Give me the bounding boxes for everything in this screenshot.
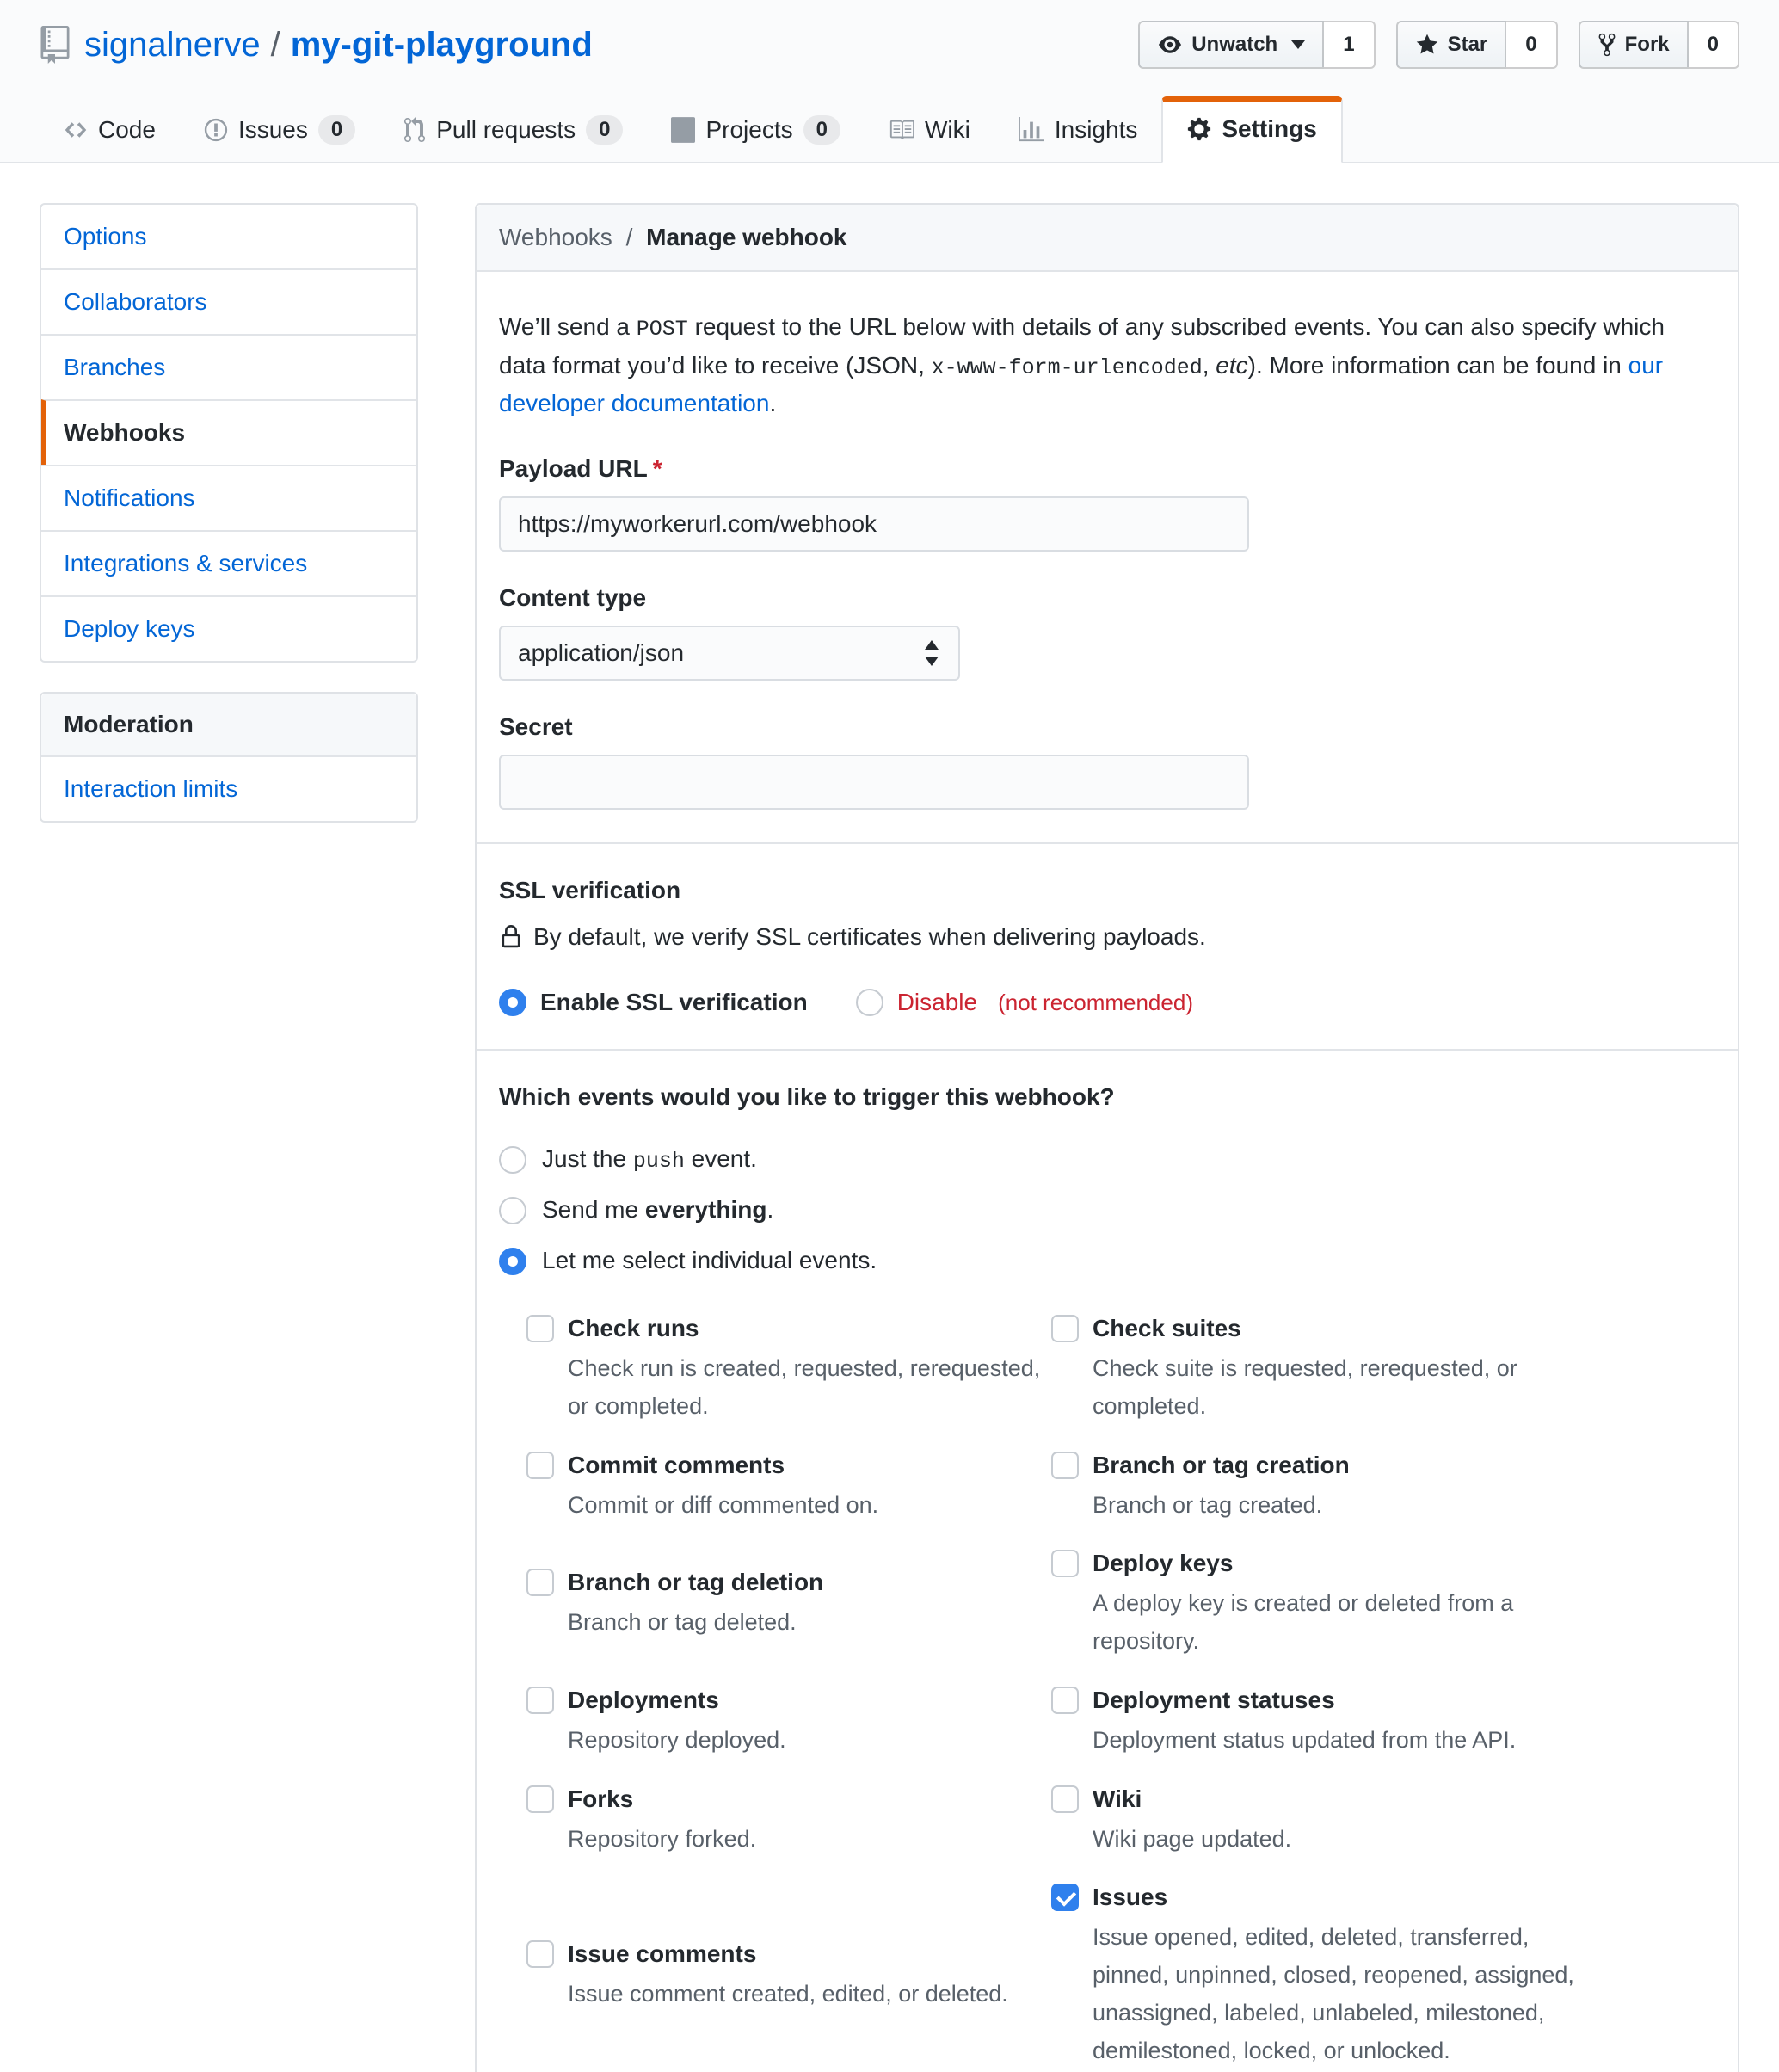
just-push-radio[interactable] [499,1145,1715,1174]
label-text: Payload URL [499,455,648,483]
select-arrows-icon [922,640,941,666]
event-row [526,1311,1715,1425]
post-code: POST [636,317,688,342]
ssl-note [499,923,1715,951]
tab-label: Pull requests [436,116,576,143]
intro-text: . [769,390,777,416]
option-text: event. [684,1145,757,1173]
tab-code[interactable] [40,96,180,163]
deployment-statuses-checkbox[interactable] [1051,1687,1079,1714]
repo-separator: / [270,25,280,64]
events-grid [526,1311,1715,2069]
radio-control[interactable] [856,989,883,1016]
star-button[interactable] [1396,21,1507,69]
event-option-branch-tag-creation [1051,1448,1576,1525]
event-title: Commit comments [568,1451,785,1478]
breadcrumb-separator: / [625,224,633,250]
required-asterisk: * [652,455,662,483]
content-type-group [499,584,1715,681]
tab-label: Insights [1054,116,1138,143]
events-heading: Which events would you like to trigger this webhook? [499,1083,1115,1111]
issue-comments-checkbox[interactable] [526,1940,554,1968]
disable-ssl-note: (not recommended) [998,989,1193,1015]
event-title: Check suites [1093,1315,1241,1342]
repo-name-link[interactable]: my-git-playground [290,25,593,64]
event-description: Branch or tag deleted. [568,1609,797,1636]
gear-icon [1187,116,1211,142]
push-code: push [632,1149,685,1175]
star-count[interactable]: 0 [1506,21,1557,69]
fork-count[interactable]: 0 [1689,21,1739,69]
tab-label: Code [98,116,156,143]
eye-icon [1157,34,1183,56]
section-divider [477,842,1738,844]
event-description: Check suite is requested, rerequested, or completed. [1093,1355,1517,1419]
event-option-branch-tag-deletion [526,1565,1051,1642]
pull-request-icon [403,116,426,144]
event-option-check-suites [1051,1311,1576,1425]
tab-label: Issues [237,116,308,143]
radio-option-label [542,1145,757,1174]
issues-checkbox[interactable] [1051,1884,1079,1911]
radio-control[interactable] [499,1146,526,1174]
event-title: Wiki [1093,1785,1142,1812]
fork-icon [1597,32,1616,58]
settings-sidebar [40,203,418,823]
repo-title [40,26,593,65]
ssl-radio-row [499,989,1715,1016]
secret-label: Secret [499,713,573,741]
event-title: Deployment statuses [1093,1686,1335,1713]
fork-group [1579,21,1739,69]
check-suites-checkbox[interactable] [1051,1315,1079,1342]
intro-text: We’ll send a [499,313,637,340]
event-row [526,1880,1715,2069]
forks-checkbox[interactable] [526,1785,554,1813]
select-individual-radio[interactable] [499,1247,1715,1275]
event-description: Branch or tag created. [1093,1491,1323,1518]
event-description: Check run is created, requested, rerequested, or completed. [568,1355,1041,1419]
tab-label: Projects [705,116,793,143]
event-title: Deploy keys [1093,1550,1234,1577]
tab-insights[interactable] [994,96,1162,163]
event-option-deployments [526,1683,1051,1760]
code-icon [64,118,88,142]
branch-tag-creation-checkbox[interactable] [1051,1452,1079,1479]
issue-opened-icon [204,117,228,143]
sidebar-item-deploy-keys[interactable]: Deploy keys [41,595,416,661]
branch-tag-deletion-checkbox[interactable] [526,1569,554,1596]
event-option-deploy-keys [1051,1546,1576,1660]
payload-url-group [499,455,1715,552]
graph-icon [1019,117,1044,143]
event-title: Forks [568,1785,634,1812]
sidebar-item-branches[interactable]: Branches [41,334,416,399]
payload-url-label [499,455,1715,483]
tab-label: Wiki [924,116,970,143]
event-option-issue-comments [526,1937,1051,2013]
chevron-down-icon [1291,40,1305,49]
tab-settings[interactable] [1161,96,1342,163]
ssl-heading: SSL verification [499,877,681,904]
sidebar-item-notifications[interactable]: Notifications [41,465,416,530]
ssl-section [499,877,1715,1016]
star-label: Star [1447,33,1488,56]
event-title: Check runs [568,1315,699,1342]
etc-italic: etc [1216,351,1248,379]
option-text: . [766,1196,774,1224]
sidebar-item-options[interactable]: Options [64,223,147,250]
disable-ssl-radio[interactable] [856,989,1193,1016]
breadcrumb-webhooks-link[interactable]: Webhooks [499,224,612,250]
moderation-header: Moderation [41,694,416,757]
intro-text: , [1202,351,1216,379]
event-title: Issue comments [568,1939,757,1967]
event-description: Wiki page updated. [1093,1825,1292,1852]
check-runs-checkbox[interactable] [526,1315,554,1342]
webhook-panel [475,203,1739,2072]
radio-control[interactable] [499,989,526,1016]
option-text: Just the [542,1145,633,1173]
intro-paragraph [499,308,1715,422]
star-icon [1415,33,1439,57]
event-description: Deployment status updated from the API. [1093,1726,1517,1753]
project-icon [671,117,695,143]
sidebar-item-collaborators[interactable]: Collaborators [41,268,416,334]
book-icon [889,117,914,143]
disable-ssl-label: Disable [896,989,978,1016]
repo-header [0,0,1779,163]
settings-menu [40,203,418,663]
tab-projects[interactable] [647,96,865,163]
lock-icon [499,925,523,949]
event-description: Repository deployed. [568,1726,786,1753]
ssl-note-text: By default, we verify SSL certificates when delivering payloads. [533,923,1206,951]
issues-counter: 0 [318,115,355,145]
option-text: Let me select individual events. [542,1247,877,1274]
urlencoded-code: x-www-form-urlencoded [931,355,1203,380]
deploy-keys-checkbox[interactable] [1051,1550,1079,1577]
event-title: Issues [1093,1884,1168,1911]
projects-counter: 0 [803,115,840,145]
event-description: Repository forked. [568,1825,757,1852]
tab-wiki[interactable] [865,96,994,163]
content-type-value: application/json [518,639,685,667]
event-row [526,1782,1715,1859]
secret-group [499,713,1715,810]
deployments-checkbox[interactable] [526,1687,554,1714]
send-everything-radio[interactable] [499,1196,1715,1224]
event-row [526,1546,1715,1660]
intro-text: ). More information can be found in [1247,351,1628,379]
watch-group [1138,21,1375,69]
unwatch-button[interactable] [1138,21,1324,69]
repo-owner-link[interactable]: signalnerve [84,25,261,64]
option-text: Send me [542,1196,645,1224]
star-group [1396,21,1558,69]
moderation-menu [40,692,418,823]
event-description: Issue opened, edited, deleted, transferred, pinned, unpinned, closed, reopened, assigned, unassigned, labeled, unlabeled, milestoned, demilestoned, locked, or unlocked. [1093,1924,1574,2063]
event-option-deployment-statuses [1051,1683,1576,1760]
event-option-commit-comments [526,1448,1051,1525]
content-type-label: Content type [499,584,647,612]
event-row [526,1448,1715,1525]
watch-count[interactable]: 1 [1324,21,1375,69]
event-option-issues [1051,1880,1576,2069]
radio-option-label [542,1247,877,1275]
sidebar-item-interaction-limits[interactable]: Interaction limits [64,775,238,802]
sidebar-item-integrations-services[interactable]: Integrations & services [41,530,416,595]
sidebar-item-webhooks[interactable]: Webhooks [41,399,416,465]
radio-option-label [542,1196,773,1224]
tab-label: Settings [1222,115,1317,142]
events-section [499,1083,1715,2069]
content-type-select[interactable] [499,626,960,681]
unwatch-label: Unwatch [1191,33,1278,56]
event-description: Commit or diff commented on. [568,1491,879,1518]
event-option-forks [526,1782,1051,1859]
enable-ssl-radio[interactable] [499,989,808,1016]
event-title: Branch or tag deletion [568,1569,824,1596]
pull-requests-counter: 0 [586,115,623,145]
enable-ssl-label: Enable SSL verification [540,989,808,1016]
option-bold: everything [644,1196,767,1224]
event-row [526,1683,1715,1760]
secret-field[interactable] [499,755,1249,810]
event-option-check-runs [526,1311,1051,1425]
radio-control[interactable] [499,1248,526,1275]
event-title: Branch or tag creation [1093,1451,1350,1478]
breadcrumb-current: Manage webhook [646,224,847,250]
fork-label: Fork [1624,33,1670,56]
event-title: Deployments [568,1686,719,1713]
commit-comments-checkbox[interactable] [526,1452,554,1479]
repo-nav [0,96,1779,163]
repo-actions [1138,21,1739,69]
event-option-wiki [1051,1782,1576,1859]
section-divider [477,1049,1738,1051]
wiki-checkbox[interactable] [1051,1785,1079,1813]
intro-text: request to the URL below with details of any subscribed events. You can also specify which data format you’d like to receive (JSON, [499,313,1665,379]
tab-pull-requests[interactable] [379,96,647,163]
payload-url-field[interactable] [499,496,1249,552]
repo-icon [40,26,71,64]
radio-control[interactable] [499,1197,526,1224]
breadcrumb [477,205,1738,272]
tab-issues[interactable] [180,96,379,163]
event-description: A deploy key is created or deleted from a repository. [1093,1590,1514,1655]
developer-docs-link[interactable]: our developer documentation [499,351,1664,416]
event-description: Issue comment created, edited, or deleted. [568,1980,1008,2007]
fork-button[interactable] [1579,21,1689,69]
